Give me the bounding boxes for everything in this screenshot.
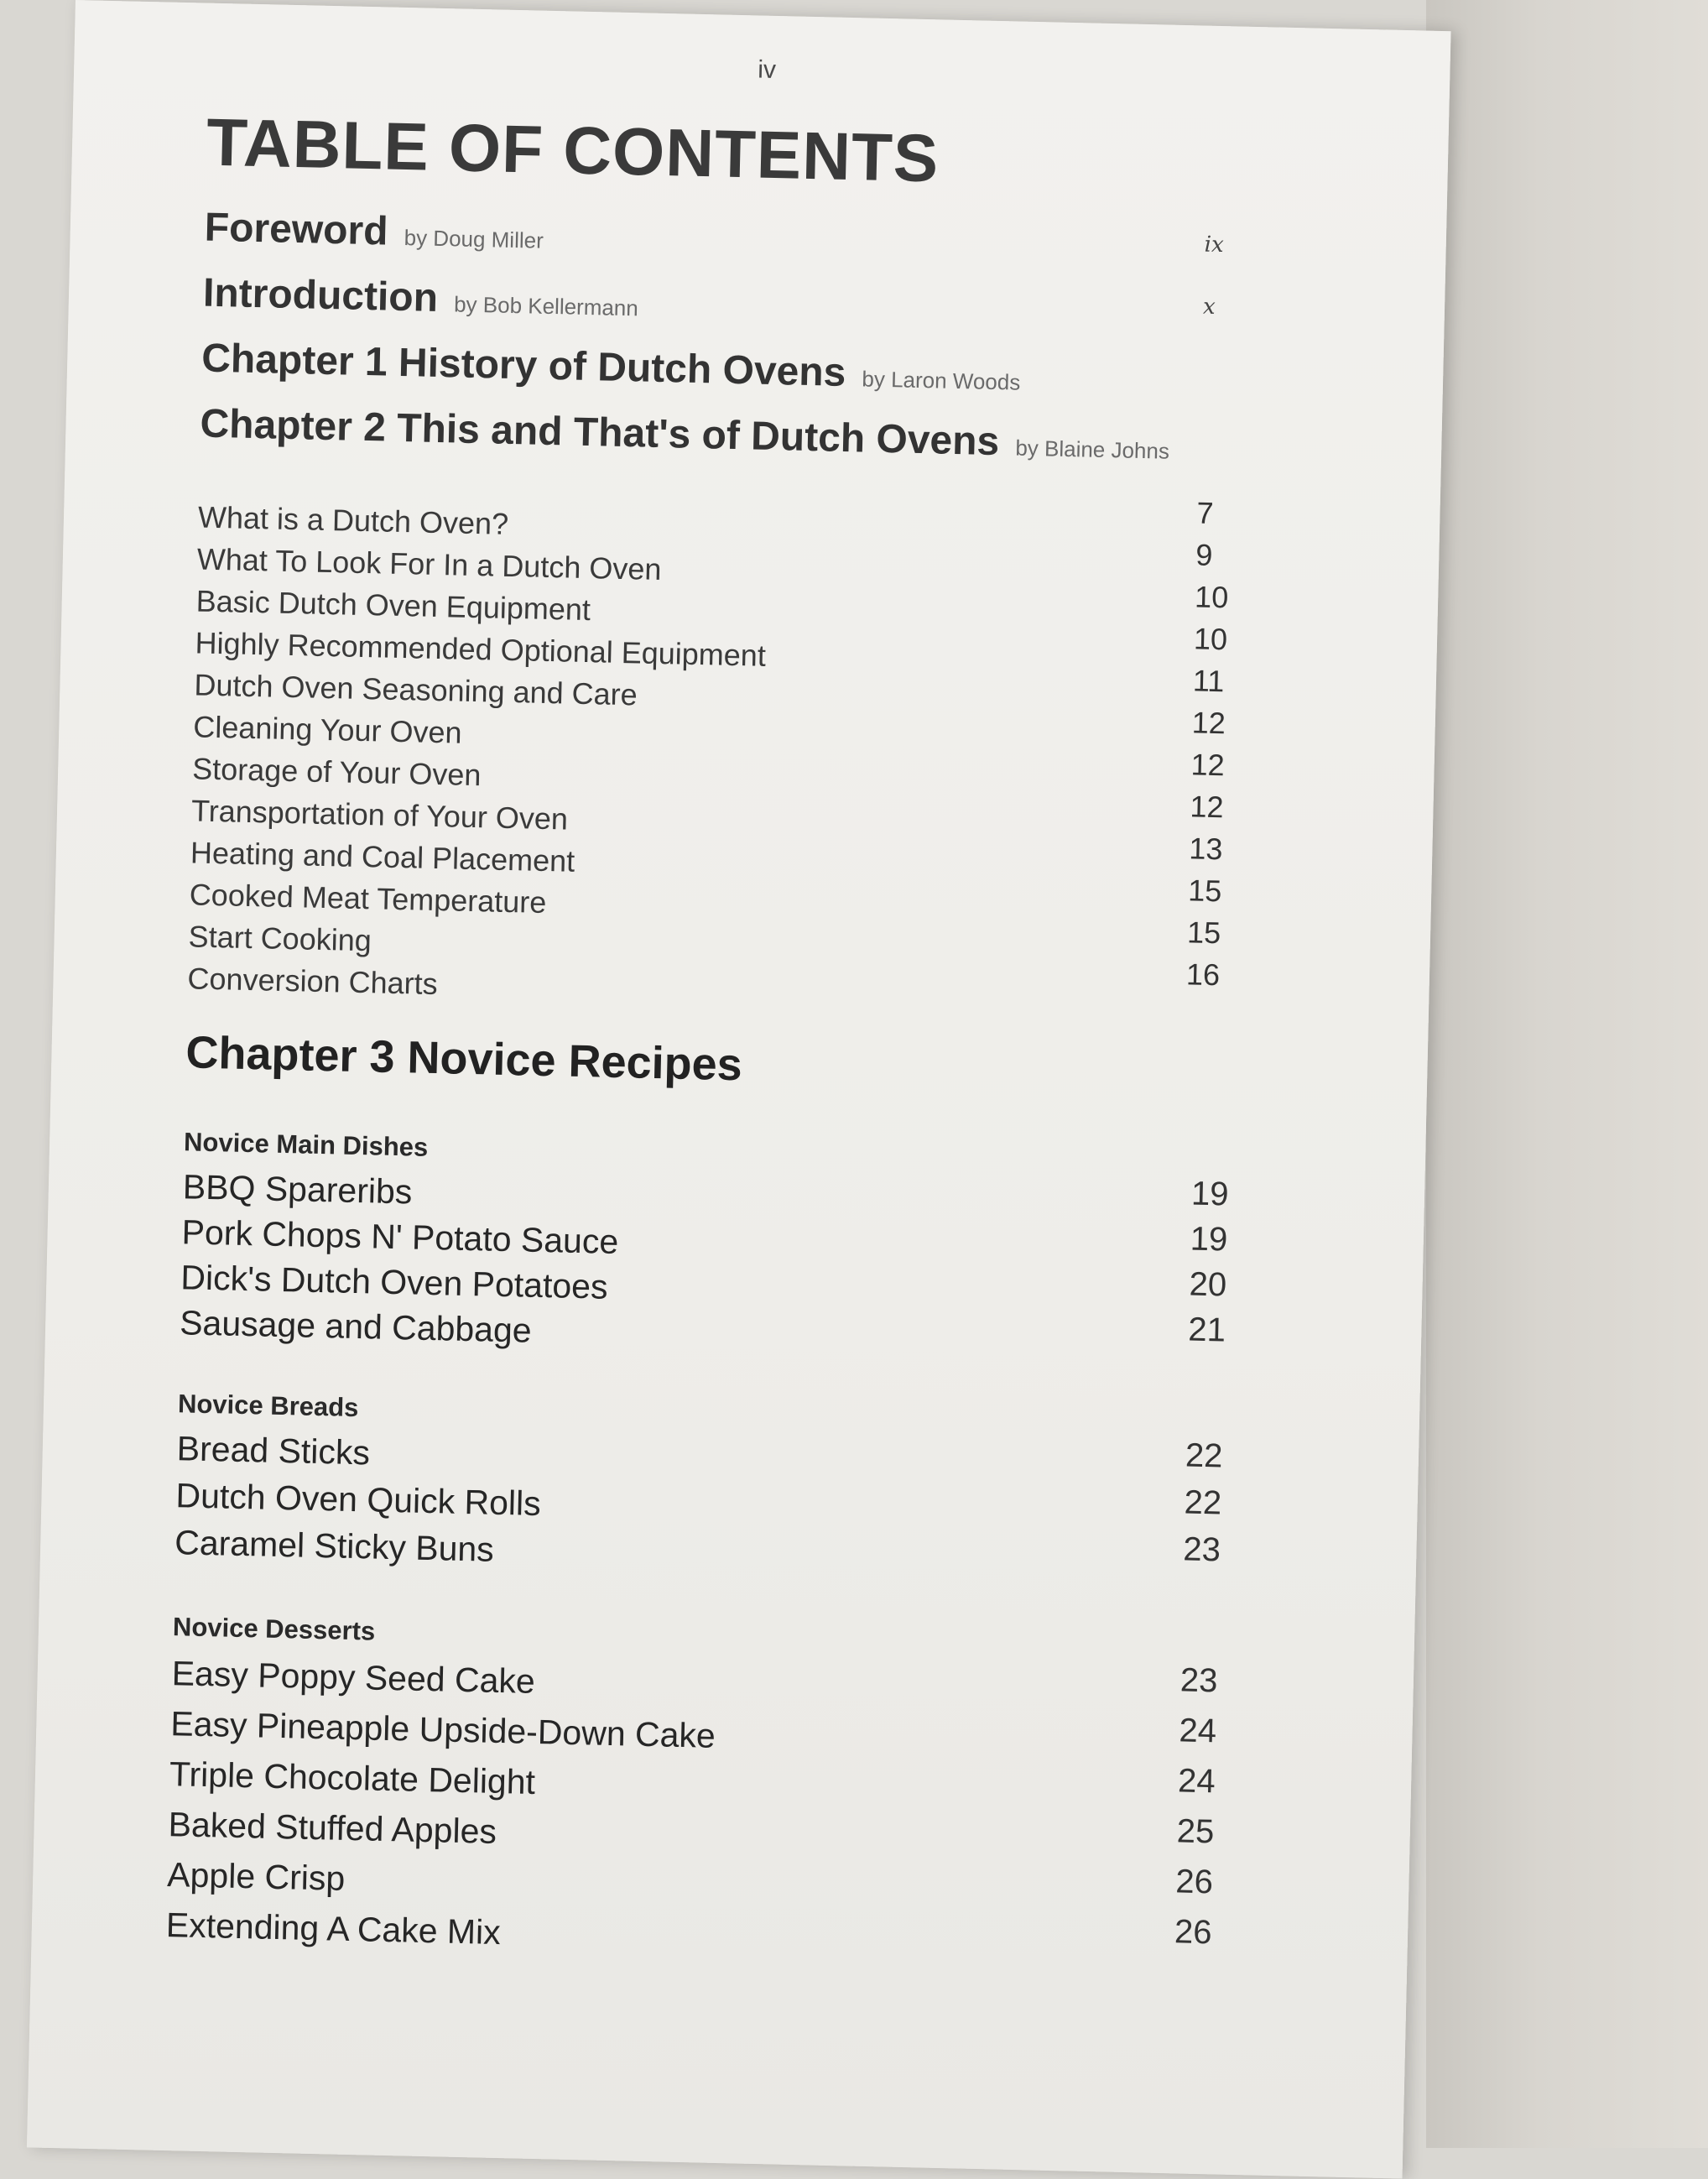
- entry-label: Highly Recommended Optional Equipment: [195, 625, 767, 673]
- recipe-entry: [47, 1255, 1423, 1306]
- section-title: Novice Main Dishes: [183, 1127, 429, 1162]
- entry-label: Extending A Cake Mix: [165, 1905, 502, 1952]
- chapter-title: Chapter 3 Novice Recipes: [185, 1027, 743, 1091]
- entry-label: Chapter 2 This and That's of Dutch Ovens: [199, 401, 1000, 465]
- section-title: Novice Breads: [177, 1389, 359, 1423]
- entry-label: What is a Dutch Oven?: [197, 499, 509, 541]
- entry-byline: by Doug Miller: [404, 224, 544, 253]
- entry-page: 11: [1192, 663, 1225, 699]
- entry-label: BBQ Spareribs: [182, 1167, 413, 1212]
- entry-label: Triple Chocolate Delight: [169, 1754, 536, 1801]
- entry-label: Easy Pineapple Upside-Down Cake: [169, 1704, 716, 1755]
- entry-page: 22: [1184, 1483, 1222, 1522]
- entry-label: Cooked Meat Temperature: [189, 877, 547, 920]
- recipe-entry: [38, 1650, 1414, 1701]
- section-title: Novice Desserts: [172, 1612, 376, 1646]
- entry-label: Caramel Sticky Buns: [174, 1523, 495, 1569]
- entry-label: Baked Stuffed Apples: [168, 1805, 497, 1851]
- entry-label: Pork Chops N' Potato Sauce: [181, 1212, 619, 1262]
- recipe-entry: [48, 1210, 1424, 1262]
- recipe-entry: [46, 1301, 1422, 1350]
- section-heading: [50, 1124, 1426, 1162]
- recipe-entry: [43, 1426, 1419, 1475]
- entry-label: Dick's Dutch Oven Potatoes: [180, 1258, 609, 1306]
- entry-label: Bread Sticks: [176, 1429, 371, 1473]
- page-title: TABLE OF CONTENTS: [206, 104, 940, 196]
- entry-label: Storage of Your Oven: [191, 751, 482, 793]
- entry-label: Sausage and Cabbage: [179, 1303, 533, 1350]
- recipe-entry: [49, 1165, 1425, 1213]
- entry-page: 7: [1196, 495, 1214, 530]
- recipe-entry: [42, 1473, 1418, 1524]
- section-heading: [44, 1386, 1420, 1423]
- entry-page: 12: [1190, 747, 1226, 783]
- entry-page: 20: [1189, 1265, 1227, 1304]
- entry-byline: by Blaine Johns: [1015, 435, 1170, 464]
- entry-label: Start Cooking: [188, 919, 372, 958]
- toc-entry-chapter1: [68, 332, 1444, 395]
- recipe-entry: [34, 1852, 1409, 1901]
- section-heading: [39, 1609, 1414, 1646]
- entry-page: 21: [1187, 1311, 1226, 1349]
- entry-label: Heating and Coal Placement: [190, 835, 575, 878]
- entry-label: Conversion Charts: [187, 961, 439, 1002]
- entry-page: 12: [1191, 705, 1226, 741]
- entry-page: 13: [1188, 831, 1223, 867]
- entry-page: 10: [1194, 579, 1229, 615]
- entry-page: 15: [1187, 873, 1222, 909]
- recipe-entry: [41, 1520, 1417, 1569]
- toc-subentry: [65, 487, 1440, 541]
- background-surface: [1426, 0, 1708, 2148]
- entry-label: Introduction: [202, 270, 439, 321]
- entry-page: ix: [1204, 232, 1225, 258]
- toc-entry-foreword: [71, 201, 1447, 258]
- recipe-entry: [37, 1701, 1413, 1755]
- recipe-entry: [33, 1902, 1409, 1952]
- entry-page: 24: [1179, 1712, 1217, 1750]
- entry-page: 15: [1186, 915, 1221, 951]
- entry-byline: by Laron Woods: [862, 366, 1021, 395]
- entry-page: 10: [1193, 621, 1228, 657]
- entry-label: Transportation of Your Oven: [190, 793, 569, 837]
- recipe-entry: [34, 1801, 1410, 1851]
- entry-byline: by Bob Kellermann: [453, 291, 639, 321]
- chapter3-heading: [52, 1024, 1428, 1091]
- entry-label: Dutch Oven Quick Rolls: [175, 1476, 542, 1524]
- entry-page: 24: [1177, 1762, 1216, 1801]
- entry-page: 26: [1174, 1863, 1214, 1901]
- toc-entry-chapter2: [66, 398, 1442, 465]
- page-number: iv: [757, 55, 777, 84]
- entry-page: 23: [1179, 1661, 1218, 1700]
- recipe-entry: [36, 1751, 1412, 1801]
- entry-label: Cleaning Your Oven: [192, 709, 463, 750]
- entry-label: Foreword: [204, 205, 389, 254]
- entry-page: 16: [1185, 957, 1221, 993]
- toc-entry-introduction: [70, 267, 1445, 321]
- entry-label: Easy Poppy Seed Cake: [171, 1654, 536, 1701]
- entry-label: Chapter 1 History of Dutch Ovens: [200, 336, 846, 395]
- entry-label: What To Look For In a Dutch Oven: [196, 541, 662, 587]
- entry-page: 23: [1182, 1530, 1221, 1569]
- entry-page: 12: [1190, 789, 1225, 825]
- entry-label: Basic Dutch Oven Equipment: [195, 583, 591, 628]
- entry-label: Apple Crisp: [166, 1855, 346, 1898]
- entry-page: 19: [1190, 1220, 1228, 1259]
- entry-page: 9: [1195, 537, 1213, 572]
- book-page: [27, 0, 1451, 2179]
- entry-page: 19: [1190, 1175, 1230, 1213]
- entry-page: x: [1202, 294, 1216, 320]
- entry-page: 26: [1174, 1913, 1213, 1952]
- entry-page: 25: [1176, 1812, 1215, 1851]
- entry-page: 22: [1185, 1436, 1223, 1475]
- entry-label: Dutch Oven Seasoning and Care: [194, 667, 638, 712]
